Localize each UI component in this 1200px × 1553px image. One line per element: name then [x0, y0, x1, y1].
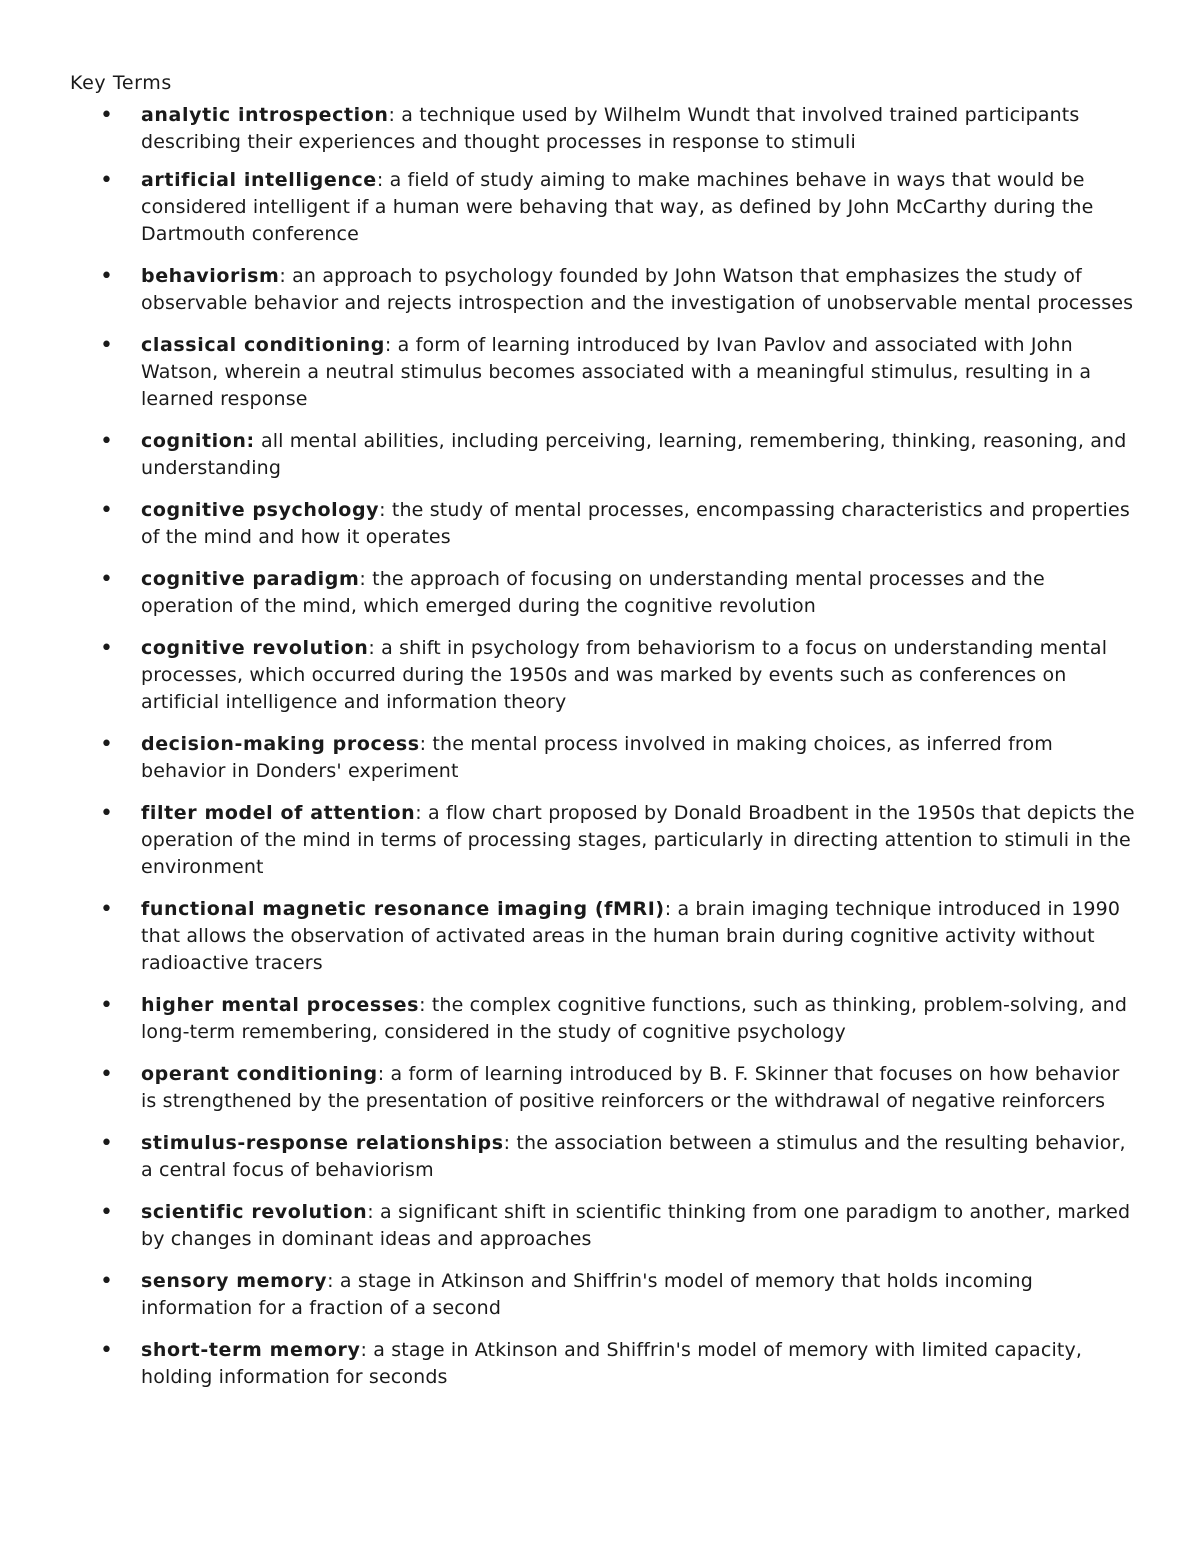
bullet-icon: •	[100, 636, 114, 661]
term-name: stimulus-response relationships	[141, 1132, 504, 1154]
term-separator: :	[419, 994, 432, 1016]
term-name: behaviorism	[141, 265, 280, 287]
term-separator: :	[377, 1063, 391, 1085]
term-definition: a form of learning introduced by Ivan Pavlov and associated with John Watson, wherein a neutral stimulus becomes associated with a meaningful stimulus, resulting in a learned response	[141, 334, 1092, 410]
term-definition: the association between a stimulus and the resulting behavior, a central focus of behaviorism	[141, 1132, 1126, 1181]
term-separator: :	[376, 169, 390, 191]
term-separator: :	[360, 1339, 374, 1361]
list-item	[70, 263, 1140, 317]
term-name: cognitive paradigm	[141, 568, 360, 590]
list-item	[70, 731, 1140, 785]
term-definition: a form of learning introduced by B. F. Skinner that focuses on how behavior is strengthened by the presentation of positive reinforcers or the withdrawal of negative reinforcers	[141, 1063, 1120, 1112]
term-name: artificial intelligence	[141, 169, 377, 191]
bullet-icon: •	[100, 732, 114, 757]
bullet-icon: •	[100, 897, 114, 922]
list-item	[70, 167, 1140, 248]
bullet-icon: •	[100, 1200, 114, 1225]
list-item	[70, 800, 1140, 881]
bullet-icon: •	[100, 333, 114, 358]
bullet-icon: •	[100, 1338, 114, 1363]
list-item	[70, 992, 1140, 1046]
term-name: cognitive psychology	[141, 499, 380, 521]
term-separator: :	[367, 1201, 381, 1223]
term-name: functional magnetic resonance imaging (fMRI)	[141, 898, 665, 920]
term-definition: the approach of focusing on understanding mental processes and the operation of the mind, which emerged during the cognitive revolution	[141, 568, 1045, 617]
term-name: higher mental processes	[141, 994, 420, 1016]
term-name: scientific revolution	[141, 1201, 368, 1223]
term-separator: :	[415, 802, 428, 824]
list-item	[70, 896, 1140, 977]
bullet-icon: •	[100, 801, 114, 826]
term-name: cognitive revolution	[141, 637, 369, 659]
term-name: classical conditioning	[141, 334, 385, 356]
term-separator: :	[359, 568, 373, 590]
list-item	[70, 1061, 1140, 1115]
bullet-icon: •	[100, 168, 114, 193]
term-name: filter model of attention	[141, 802, 416, 824]
list-item	[70, 1268, 1140, 1322]
term-definition: a significant shift in scientific thinking from one paradigm to another, marked by changes in dominant ideas and approaches	[141, 1201, 1131, 1250]
term-separator: :	[664, 898, 678, 920]
term-name: short-term memory	[141, 1339, 361, 1361]
list-item	[70, 497, 1140, 551]
term-name: analytic introspection	[141, 104, 389, 126]
term-separator: :	[419, 733, 433, 755]
term-definition: a technique used by Wilhelm Wundt that involved trained participants describing their experiences and thought processes in response to stimuli	[141, 104, 1080, 153]
bullet-icon: •	[100, 264, 114, 289]
term-definition: the mental process involved in making choices, as inferred from behavior in Donders' experiment	[141, 733, 1053, 782]
list-item	[70, 102, 1140, 156]
term-name: decision-making process	[141, 733, 420, 755]
list-item	[70, 566, 1140, 620]
document-title: Key Terms	[70, 72, 172, 94]
term-separator: :	[368, 637, 382, 659]
list-item	[70, 635, 1140, 716]
term-definition: a shift in psychology from behaviorism to a focus on understanding mental processes, which occurred during the 1950s and was marked by events such as conferences on artificial intelligence and information theory	[141, 637, 1108, 713]
term-definition: a field of study aiming to make machines behave in ways that would be considered intelligent if a human were behaving that way, as defined by John McCarthy during the Dartmouth conference	[141, 169, 1094, 245]
bullet-icon: •	[100, 567, 114, 592]
list-item	[70, 428, 1140, 482]
bullet-icon: •	[100, 1131, 114, 1156]
term-definition: a brain imaging technique introduced in 1990 that allows the observation of activated areas in the human brain during cognitive activity without radioactive tracers	[141, 898, 1121, 974]
key-terms-list	[70, 102, 1140, 1391]
term-definition: a stage in Atkinson and Shiffrin's model of memory with limited capacity, holding information for seconds	[141, 1339, 1083, 1388]
term-separator: :	[388, 104, 402, 126]
term-definition: the complex cognitive functions, such as thinking, problem-solving, and long-term remembering, considered in the study of cognitive psychology	[141, 994, 1128, 1043]
term-name: sensory memory	[141, 1270, 328, 1292]
term-definition: a stage in Atkinson and Shiffrin's model of memory that holds incoming information for a fraction of a second	[141, 1270, 1033, 1319]
bullet-icon: •	[100, 1269, 114, 1294]
list-item	[70, 1199, 1140, 1253]
term-definition: all mental abilities, including perceiving, learning, remembering, thinking, reasoning, and understanding	[141, 430, 1127, 479]
term-definition: a flow chart proposed by Donald Broadbent in the 1950s that depicts the operation of the mind in terms of processing stages, particularly in directing attention to stimuli in the environment	[141, 802, 1135, 878]
list-item	[70, 1130, 1140, 1184]
bullet-icon: •	[100, 103, 114, 128]
term-separator: :	[379, 499, 392, 521]
term-name: operant conditioning	[141, 1063, 378, 1085]
bullet-icon: •	[100, 429, 114, 454]
term-separator: :	[279, 265, 293, 287]
term-separator: :	[327, 1270, 340, 1292]
term-separator: :	[503, 1132, 517, 1154]
bullet-icon: •	[100, 993, 114, 1018]
list-item	[70, 332, 1140, 413]
list-item	[70, 1337, 1140, 1391]
term-name: cognition:	[141, 430, 255, 452]
term-definition: the study of mental processes, encompassing characteristics and properties of the mind and how it operates	[141, 499, 1130, 548]
bullet-icon: •	[100, 1062, 114, 1087]
term-separator: :	[384, 334, 398, 356]
bullet-icon: •	[100, 498, 114, 523]
term-definition: an approach to psychology founded by John Watson that emphasizes the study of observable behavior and rejects introspection and the investigation of unobservable mental processes	[141, 265, 1134, 314]
